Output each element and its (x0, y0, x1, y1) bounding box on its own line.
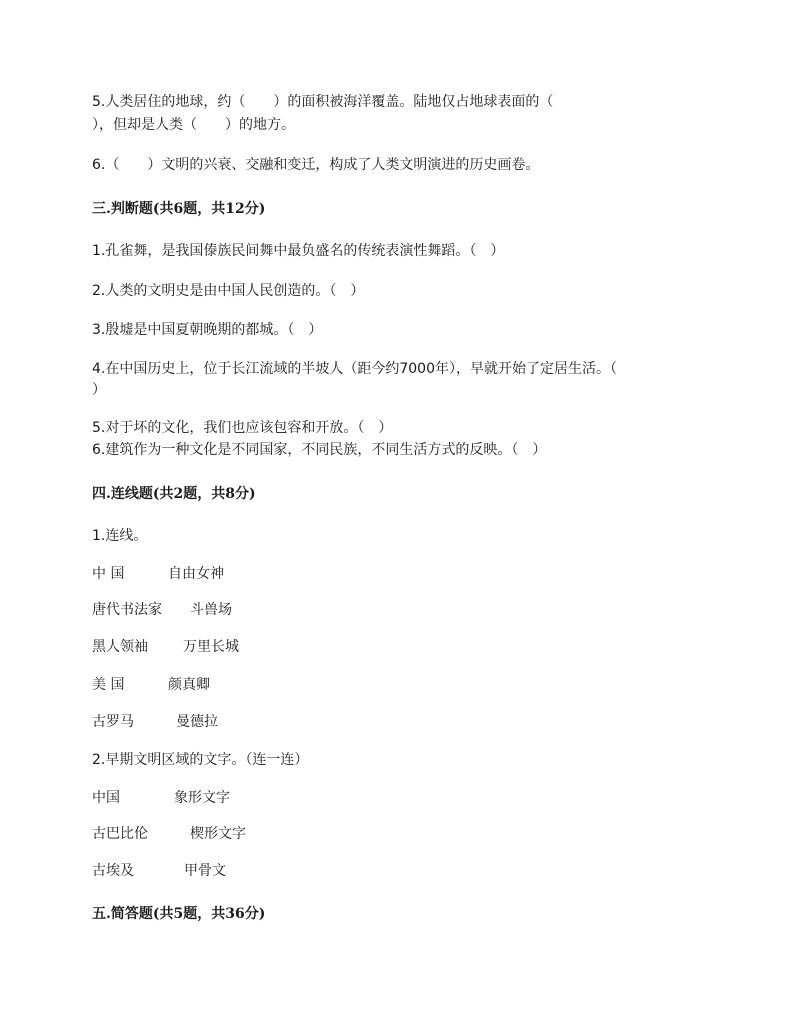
match-row (92, 564, 224, 584)
match-left-item: 古罗马 (92, 714, 134, 730)
judge-question-2: 2.人类的文明史是由中国人民创造的。（ ） (92, 283, 365, 299)
match-left-item: 中 国 (92, 566, 125, 582)
match-row (92, 712, 218, 732)
match-right-item: 万里长城 (183, 639, 239, 655)
match-question-2-title: 2.早期文明区域的文字。（连一连） (92, 752, 309, 768)
section-4-heading: 四.连线题(共2题，共8分) (92, 486, 256, 502)
match-left-item: 美 国 (92, 677, 125, 693)
match-row (92, 788, 230, 808)
match-row (92, 861, 226, 881)
question-5-fill-line-1: 5.人类居住的地球，约（ ）的面积被海洋覆盖。陆地仅占地球表面的（ (92, 94, 554, 110)
match-right-item: 甲骨文 (184, 863, 226, 879)
question-6-fill: 6.（ ）文明的兴衰、交融和变迁，构成了人类文明演进的历史画卷。 (92, 157, 540, 173)
judge-question-1: 1.孔雀舞，是我国傣族民间舞中最负盛名的传统表演性舞蹈。（ ） (92, 243, 505, 259)
match-right-item: 曼德拉 (176, 714, 218, 730)
match-row (92, 675, 210, 695)
question-5-fill-line-2: ），但却是人类（ ）的地方。 (92, 117, 295, 133)
match-right-item: 楔形文字 (190, 826, 246, 842)
judge-question-3: 3.殷墟是中国夏朝晚期的都城。（ ） (92, 322, 323, 338)
judge-question-5: 5.对于坏的文化，我们也应该包容和开放。（ ） (92, 420, 393, 436)
match-left-item: 黑人领袖 (92, 639, 148, 655)
match-left-item: 中国 (92, 790, 120, 806)
judge-question-6: 6.建筑作为一种文化是不同国家，不同民族，不同生活方式的反映。（ ） (92, 442, 547, 458)
match-question-1-title: 1.连线。 (92, 528, 148, 544)
match-row (92, 824, 246, 844)
match-left-item: 古巴比伦 (92, 826, 148, 842)
judge-question-4-line-1: 4.在中国历史上，位于长江流域的半坡人（距今约7000年），早就开始了定居生活。（ (92, 361, 617, 377)
match-right-item: 象形文字 (174, 790, 230, 806)
section-3-heading: 三.判断题(共6题，共12分) (92, 201, 266, 217)
match-left-item: 唐代书法家 (92, 602, 162, 618)
match-right-item: 颜真卿 (168, 677, 210, 693)
judge-question-4-line-2: ） (92, 382, 106, 398)
match-right-item: 自由女神 (168, 566, 224, 582)
match-left-item: 古埃及 (92, 863, 134, 879)
match-row (92, 600, 232, 620)
match-right-item: 斗兽场 (190, 602, 232, 618)
match-row (92, 637, 239, 657)
section-5-heading: 五.简答题(共5题，共36分) (92, 906, 266, 922)
